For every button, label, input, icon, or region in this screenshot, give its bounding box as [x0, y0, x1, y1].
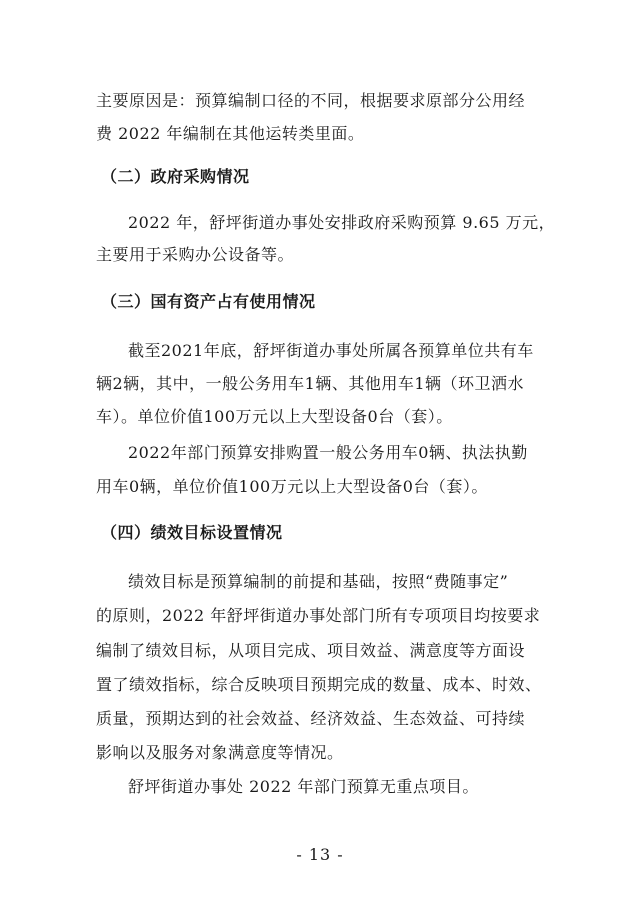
body-text-line: 绩效目标是预算编制的前提和基础，按照“费随事定” — [128, 572, 509, 591]
section-heading-state-assets: （三）国有资产占有使用情况 — [101, 292, 316, 311]
body-text-line: 主要原因是：预算编制口径的不同，根据要求原部分公用经 — [96, 91, 526, 110]
section-heading-performance-targets: （四）绩效目标设置情况 — [101, 523, 283, 542]
body-text-line: 费 2022 年编制在其他运转类里面。 — [96, 124, 365, 143]
body-text-line: 的原则，2022 年舒坪街道办事处部门所有专项项目均按要求 — [96, 606, 541, 625]
section-heading-procurement: （二）政府采购情况 — [101, 167, 250, 186]
body-text-line: 辆2辆，其中，一般公务用车1辆、其他用车1辆（环卫洒水 — [96, 374, 525, 393]
body-text-line: 置了绩效指标，综合反映项目预期完成的数量、成本、时效、 — [96, 675, 542, 694]
body-text-line: 主要用于采购办公设备等。 — [96, 245, 295, 264]
body-text-line: 舒坪街道办事处 2022 年部门预算无重点项目。 — [128, 777, 479, 796]
body-text-line: 车）。单位价值100万元以上大型设备0台（套）。 — [96, 407, 453, 426]
body-text-line: 质量，预期达到的社会效益、经济效益、生态效益、可持续 — [96, 709, 526, 728]
body-text-line: 2022年部门预算安排购置一般公务用车0辆、执法执勤 — [128, 443, 528, 462]
body-text-line: 影响以及服务对象满意度等情况。 — [96, 743, 344, 762]
body-text-line: 用车0辆，单位价值100万元以上大型设备0台（套）。 — [96, 477, 488, 496]
body-text-line: 编制了绩效目标，从项目完成、项目效益、满意度等方面设 — [96, 641, 526, 660]
page-number: - 13 - — [296, 845, 344, 864]
body-text-line: 2022 年，舒坪街道办事处安排政府采购预算 9.65 万元， — [128, 213, 556, 232]
body-text-line: 截至2021年底，舒坪街道办事处所属各预算单位共有车 — [128, 341, 534, 360]
